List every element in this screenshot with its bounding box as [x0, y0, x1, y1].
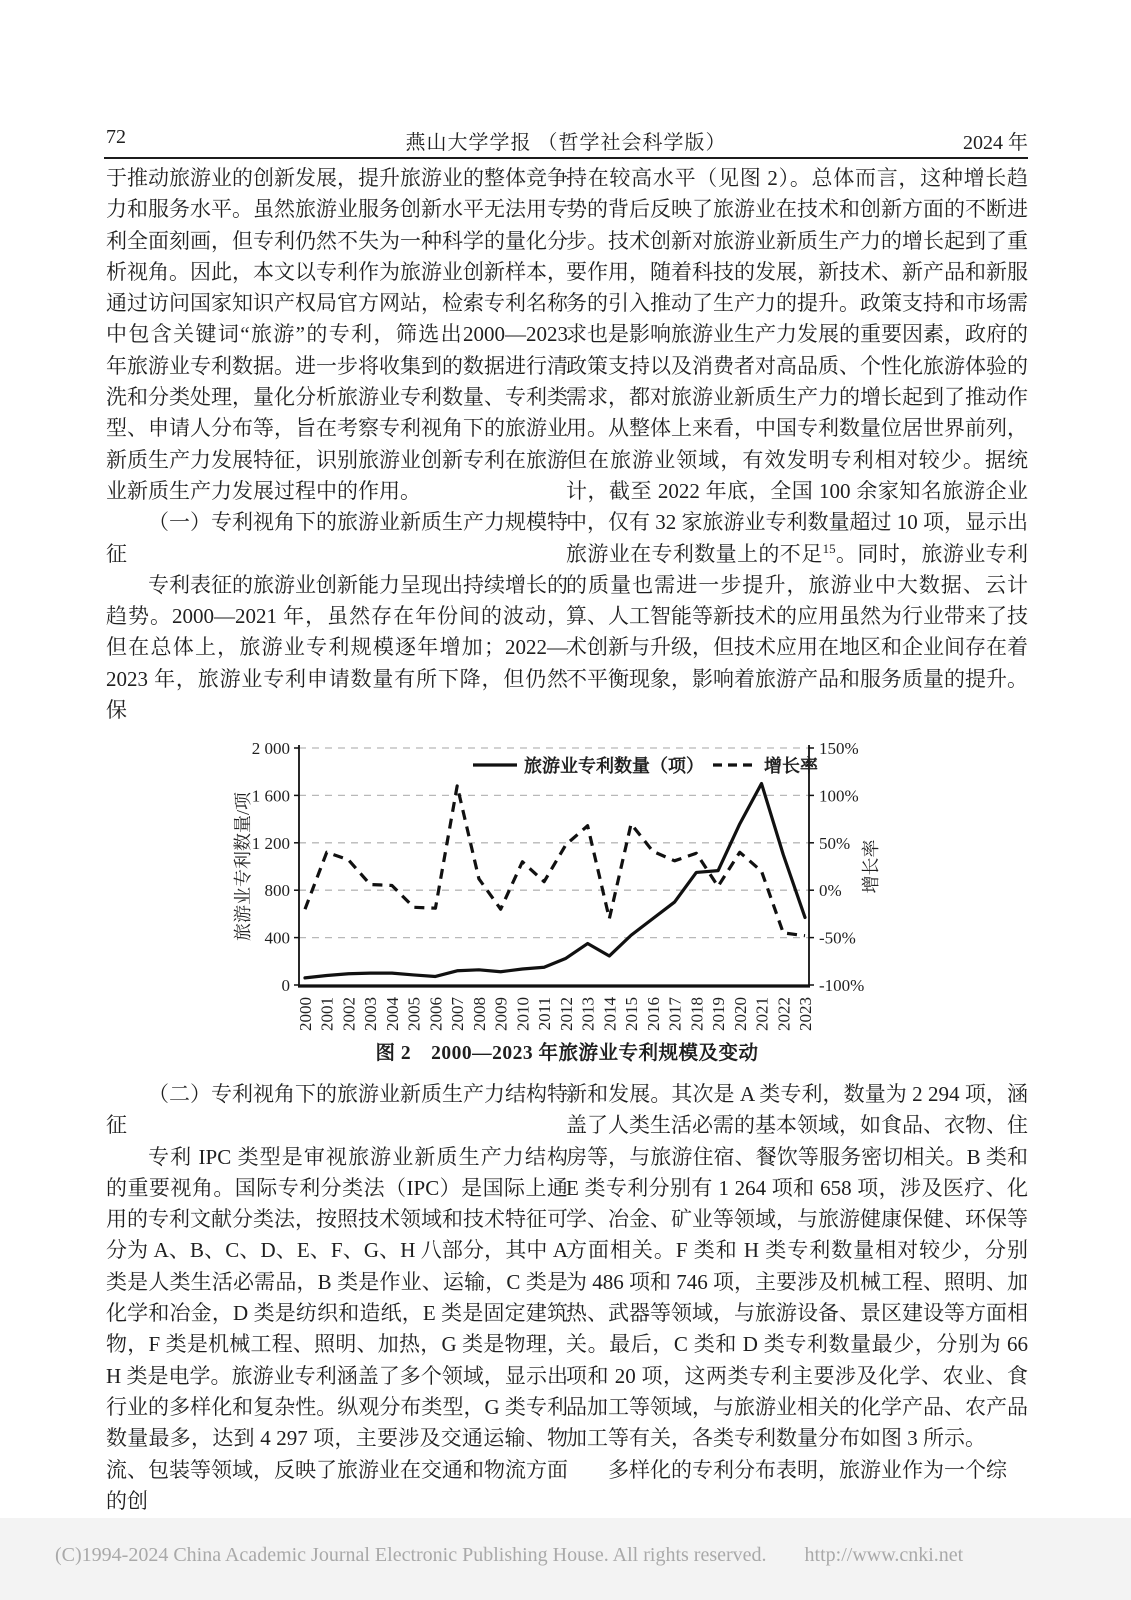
x-tick-label: 2012 — [556, 997, 576, 1031]
x-tick-label: 2000 — [296, 997, 315, 1031]
x-tick-label: 2005 — [404, 997, 424, 1031]
right-tick-label: 50% — [819, 833, 851, 853]
lower-right-column — [566, 1079, 1028, 1486]
growth-rate-line — [305, 786, 805, 936]
patent-count-line — [305, 784, 805, 978]
x-tick-label: 2004 — [382, 997, 402, 1031]
paragraph-text: 持在较高水平（见图 2）。总体而言，这种增长趋势的背后反映了旅游业在技术和创新方面的不断进步。技术创新对旅游业新质生产力的增长起到了重要作用，随着科技的发展，新技术、新产品和新服务的引入推动了生产力的提升。政策支持和市场需求也是影响旅游业生产力发展的重要因素，政府的政策支持以及消费者对高品质、个性化旅游体验的需求，都对旅游业新质生产力的增长起到了推动作用。从整体上来看，中国专利数量位居世界前列，但在旅游业领域，有效发明专利相对较少。据统计，截至 2022 年底，全国 100 余家知名旅游企业中，仅有 32 家旅游业专利数量超过 10 项，显示出旅游业在专利数量上的不足 — [566, 166, 1028, 566]
x-tick-label: 2006 — [426, 997, 446, 1031]
figure-caption: 图 2 2000—2023 年旅游业专利规模及变动 — [375, 1043, 759, 1064]
footer — [55, 1544, 1095, 1567]
right-axis-label: 增长率 — [861, 839, 881, 894]
left-tick-label: 2 000 — [251, 739, 290, 758]
left-tick-label: 1 600 — [251, 786, 290, 806]
left-axis-label: 旅游业专利数量/项 — [233, 791, 253, 942]
lower-left-column — [106, 1079, 568, 1517]
x-tick-label: 2008 — [469, 997, 489, 1031]
x-tick-label: 2018 — [687, 997, 707, 1031]
x-tick-label: 2020 — [730, 997, 750, 1031]
x-tick-label: 2019 — [709, 997, 729, 1031]
left-tick-label: 800 — [264, 881, 290, 901]
right-tick-label: -100% — [819, 976, 865, 995]
x-tick-label: 2015 — [622, 997, 642, 1031]
legend-label-patent-count: 旅游业专利数量（项） — [524, 756, 704, 776]
left-tick-label: 400 — [264, 928, 290, 948]
paragraph — [566, 163, 1028, 695]
right-tick-label: 100% — [819, 786, 859, 806]
x-tick-label: 2013 — [578, 997, 598, 1031]
x-tick-label: 2011 — [535, 997, 555, 1031]
x-tick-label: 2007 — [448, 997, 468, 1031]
journal-title: 燕山大学学报 （哲学社会科学版） — [405, 132, 727, 154]
paragraph: 多样化的专利分布表明，旅游业作为一个综 — [608, 1457, 1007, 1482]
x-tick-label: 2001 — [317, 997, 337, 1031]
right-tick-label: -50% — [819, 928, 856, 948]
upper-left-column — [106, 163, 568, 726]
paragraph: 专利 IPC 类型是审视旅游业新质生产力结构的重要视角。国际专利分类法（IPC）是国际上通用的专利文献分类法，按照技术领域和技术特征可分为 A、B、C、D、E、F、G、H 八部分，其中 A 类是人类生活必需品，B 类是作业、运输，C 类是化学和冶金，D 类是纺织和造纸，E 类是固定建筑物，F 类是机械工程、照明、加热，G 类是物理，H 类是电学。旅游业专利涵盖了多个领域，显示出行业的多样化和复杂性。纵观分布类型，G 类专利数量最多，达到 4 297 项，主要涉及交通运输、物流、包装等领域，反映了旅游业在交通和物流方面的创 — [106, 1144, 568, 1513]
right-tick-label: 0% — [819, 881, 842, 901]
paragraph: 于推动旅游业的创新发展，提升旅游业的整体竞争力和服务水平。虽然旅游业服务创新水平无法用专利全面刻画，但专利仍然不失为一种科学的量化分析视角。因此，本文以专利作为旅游业创新样本，通过访问国家知识产权局官方网站，检索专利名称中包含关键词“旅游”的专利，筛选出2000—2023 年旅游业专利数据。进一步将收集到的数据进行清洗和分类处理，量化分析旅游业专利数量、专利类型、申请人分布等，旨在考察专利视角下的旅游业新质生产力发展特征，识别旅游业创新专利在旅游业新质生产力发展过程中的作用。 — [106, 166, 568, 503]
section-heading-2: （二）专利视角下的旅游业新质生产力结构特征 — [106, 1082, 568, 1138]
paragraph: 专利表征的旅游业创新能力呈现出持续增长的趋势。2000—2021 年，虽然存在年份间的波动，但在总体上，旅游业专利规模逐年增加；2022—2023 年，旅游业专利申请数量有所下降，但仍然保 — [106, 572, 568, 723]
footer-copyright: (C)1994-2024 China Academic Journal Electronic Publishing House. All rights reserved. — [55, 1544, 767, 1566]
footer-url: http://www.cnki.net — [804, 1544, 964, 1566]
x-tick-label: 2002 — [339, 997, 359, 1031]
header-divider — [104, 157, 1028, 159]
x-tick-label: 2023 — [796, 997, 815, 1031]
page-number: 72 — [106, 126, 126, 148]
x-tick-label: 2003 — [361, 997, 381, 1031]
x-tick-label: 2022 — [774, 997, 794, 1031]
figure-2-svg — [225, 735, 915, 1065]
x-tick-label: 2014 — [600, 997, 620, 1031]
upper-right-column — [566, 163, 1028, 695]
x-tick-label: 2021 — [752, 997, 772, 1031]
paragraph: 新和发展。其次是 A 类专利，数量为 2 294 项，涵盖了人类生活必需的基本领域，如食品、衣物、住房等，与旅游住宿、餐饮等服务密切相关。B 类和 E 类专利分别有 1 264 项和 658 项，涉及医疗、化学、冶金、矿业等领域，与旅游健康保健、环保等方面相关。F 类和 H 类专利数量相对较少，分别为 486 项和 746 项，主要涉及机械工程、照明、加热、武器等领域，与旅游设备、景区建设等方面相关。最后，C 类和 D 类专利数量最少，分别为 66 项和 20 项，这两类专利主要涉及化学、农业、食品加工等领域，与旅游业相关的化学产品、农产品加工等有关，各类专利数量分布如图 3 所示。 — [566, 1082, 1028, 1451]
publication-year: 2024 年 — [963, 132, 1028, 154]
paragraph-text: 。同时，旅游业专利的质量也需进一步提升，旅游业中大数据、云计算、人工智能等新技术的应用虽然为行业带来了技术创新与升级，但技术应用在地区和企业间存在着不平衡现象，影响着旅游产品和服务质量的提升。 — [566, 541, 1029, 691]
patent-trend-chart — [225, 735, 915, 1065]
left-tick-label: 0 — [281, 976, 290, 995]
x-tick-label: 2017 — [665, 997, 685, 1031]
x-tick-label: 2009 — [491, 997, 511, 1031]
left-tick-label: 1 200 — [251, 833, 290, 853]
x-tick-label: 2016 — [643, 997, 663, 1031]
section-heading-1: （一）专利视角下的旅游业新质生产力规模特征 — [106, 510, 568, 566]
x-tick-label: 2010 — [513, 997, 533, 1031]
legend-label-growth-rate: 增长率 — [764, 756, 818, 776]
right-tick-label: 150% — [819, 739, 859, 758]
page-header — [104, 126, 1028, 152]
citation-superscript: 15 — [822, 540, 836, 556]
